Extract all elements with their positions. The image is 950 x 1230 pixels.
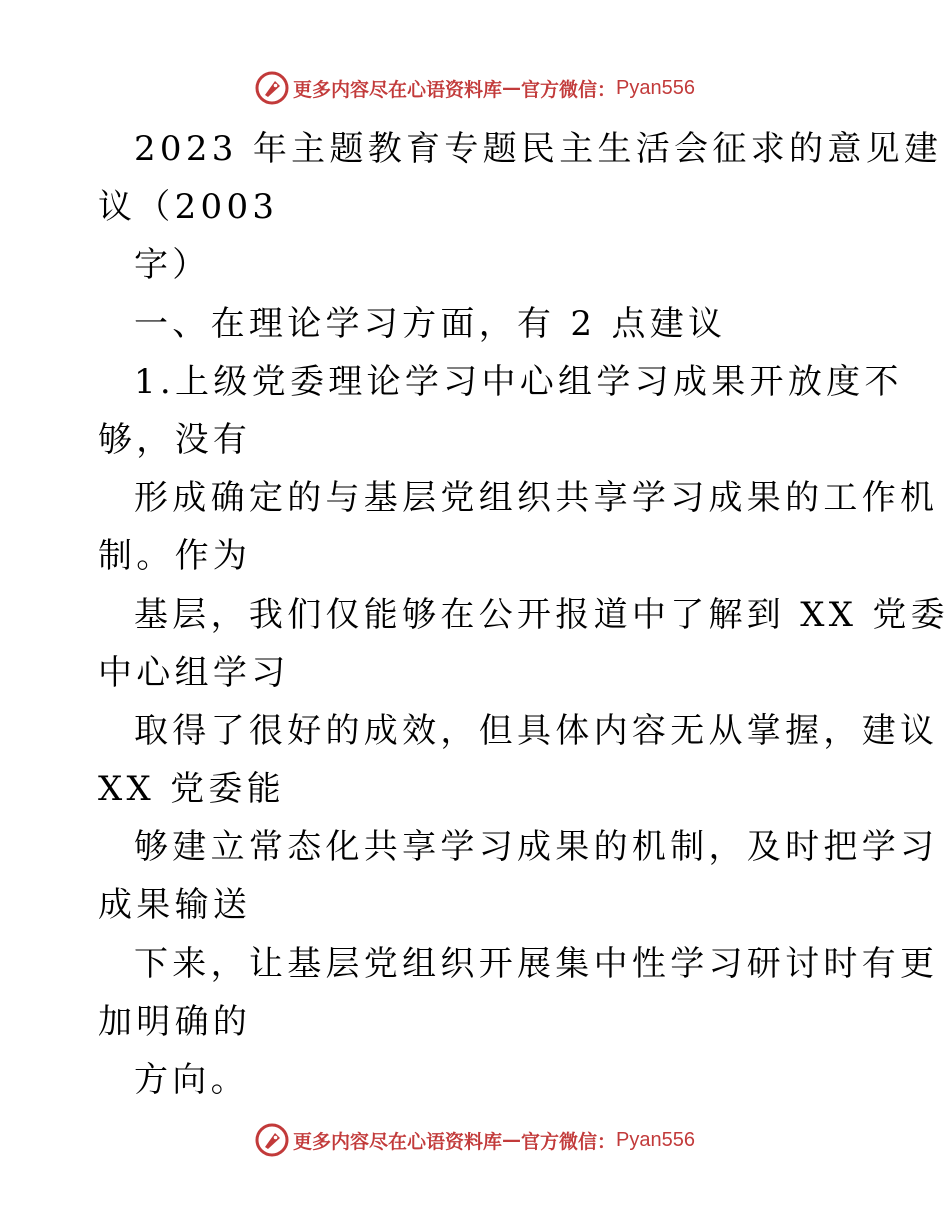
banner-dash: — [502, 1129, 522, 1151]
document-line: 1.上级党委理论学习中心组学习成果开放度不 [134, 361, 903, 402]
document-line: 中心组学习 [98, 652, 290, 693]
document-line: 字） [134, 245, 211, 286]
banner-official-label: 官方微信： [521, 1130, 617, 1153]
document-line: 够，没有 [98, 419, 252, 460]
document-line: 下来，让基层党组织开展集中性学习研讨时有更 [134, 943, 939, 984]
banner-wechat-id: Pyan556 [616, 1128, 695, 1151]
banner-wechat-id: Pyan556 [616, 76, 695, 99]
banner-official-label: 官方微信： [521, 78, 617, 101]
header-banner [0, 68, 950, 108]
document-line: 够建立常态化共享学习成果的机制，及时把学习 [134, 827, 939, 868]
document-line: 一、在理论学习方面，有 2 点建议 [134, 303, 727, 344]
document-line: 方向。 [134, 1060, 249, 1100]
banner-dash: — [502, 77, 522, 99]
document-line: 议（2003 [98, 187, 279, 228]
document-body [98, 124, 949, 1113]
document-line: 成果输送 [98, 885, 252, 926]
document-line: XX 党委能 [98, 769, 286, 810]
document-line: 制。作为 [98, 536, 252, 577]
document-line: 加明确的 [98, 1001, 252, 1042]
banner-brand-text: 更多内容尽在心语资料库 [293, 78, 503, 101]
footer-banner [0, 1120, 950, 1160]
document-line: 基层，我们仅能够在公开报道中了解到 XX 党委 [134, 594, 949, 635]
pen-nib-logo-icon [255, 1123, 289, 1157]
document-line: 形成确定的与基层党组织共享学习成果的工作机 [134, 478, 939, 519]
document-line: 2023 年主题教育专题民主生活会征求的意见建 [134, 129, 943, 169]
banner-brand-text: 更多内容尽在心语资料库 [293, 1130, 503, 1153]
pen-nib-logo-icon [255, 71, 289, 105]
document-line: 取得了很好的成效，但具体内容无从掌握，建议 [134, 710, 939, 751]
